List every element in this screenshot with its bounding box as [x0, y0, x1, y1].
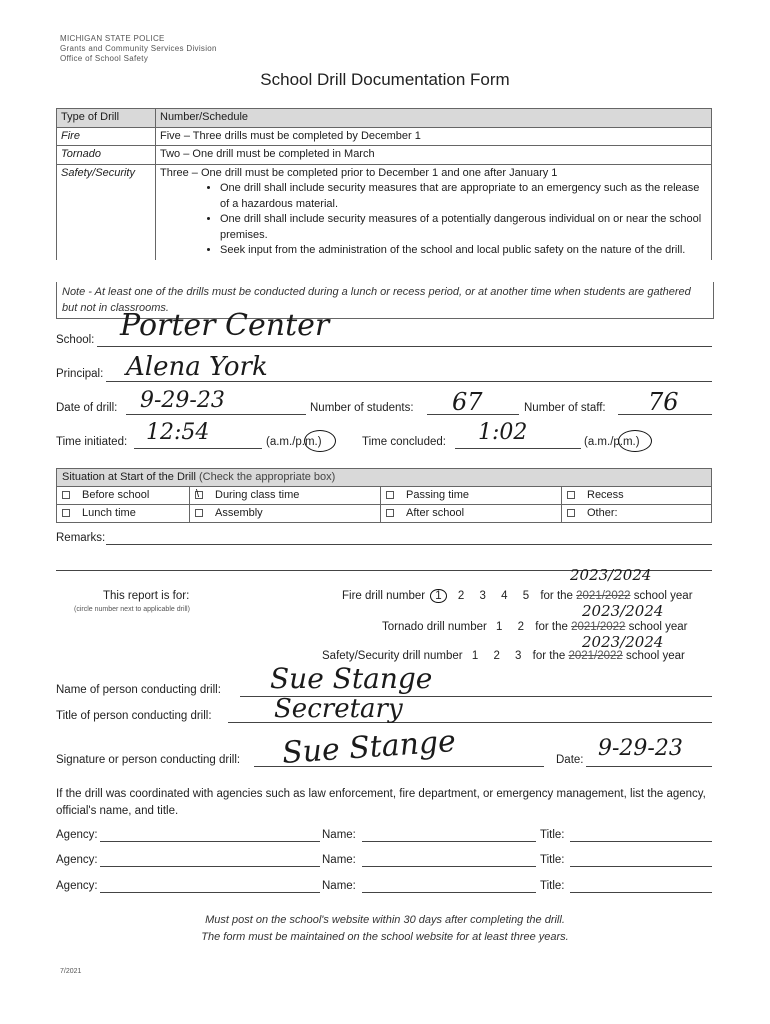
date-value[interactable]: 9-29-23	[140, 388, 225, 413]
fire-schedule: Five – Three drills must be completed by December 1	[156, 127, 712, 146]
students-value[interactable]: 67	[452, 388, 483, 416]
checkbox-checked[interactable]	[195, 491, 203, 499]
conductor-title-value[interactable]: Secretary	[274, 694, 403, 724]
sign-date-label: Date:	[556, 754, 584, 766]
checkbox[interactable]	[386, 509, 394, 517]
remarks-line[interactable]	[106, 544, 712, 545]
option-label: Assembly	[215, 507, 263, 519]
agency-label: Agency:	[56, 880, 98, 892]
ampm-concluded: (a.m./p.m.)	[584, 436, 640, 448]
date-label: Date of drill:	[56, 402, 118, 414]
safety-number[interactable]: 2	[493, 650, 500, 662]
conductor-name-value[interactable]: Sue Stange	[270, 662, 433, 695]
for-the-text: for the	[540, 590, 573, 602]
safety-number[interactable]: 3	[515, 650, 522, 662]
agency-instructions: If the drill was coordinated with agencies such as law enforcement, fire department, or emergency management, list the agency, official's name, and title.	[56, 788, 706, 817]
fire-number[interactable]: 3	[479, 590, 486, 602]
option-cell[interactable]	[190, 505, 381, 523]
safety-bullet: • One drill shall include security measures of a potentially dangerous individual on or near the school premises.	[220, 212, 707, 243]
tornado-drill-row	[382, 621, 687, 633]
fire-number-circled[interactable]: 1	[430, 589, 446, 603]
date-line	[126, 414, 306, 415]
header-line-3: Office of School Safety	[60, 54, 149, 63]
option-cell[interactable]	[57, 487, 190, 505]
agency-label: Agency:	[56, 829, 98, 841]
revision-date: 7/2021	[60, 968, 82, 975]
conductor-name-label: Name of person conducting drill:	[56, 684, 221, 696]
option-label: After school	[406, 507, 465, 519]
agency-name-line[interactable]	[362, 841, 536, 842]
option-label: Recess	[587, 489, 624, 501]
option-cell[interactable]	[57, 505, 190, 523]
agency-title-line[interactable]	[570, 841, 712, 842]
agency-name-label: Name:	[322, 829, 356, 841]
for-the-text: for the	[532, 650, 566, 662]
safety-cell	[156, 164, 712, 260]
tornado-schedule: Two – One drill must be completed in March	[156, 146, 712, 165]
checkbox[interactable]	[195, 509, 203, 517]
agency-name-line[interactable]	[362, 892, 536, 893]
checkbox[interactable]	[567, 509, 575, 517]
option-label: Lunch time	[82, 507, 136, 519]
form-title: School Drill Documentation Form	[260, 70, 510, 89]
option-cell[interactable]	[381, 505, 562, 523]
option-cell[interactable]	[381, 487, 562, 505]
school-label: School:	[56, 334, 95, 346]
printed-year-struck: 2021/2022	[571, 621, 626, 633]
option-label: Passing time	[406, 489, 469, 501]
safety-schedule: Three – One drill must be completed prior to December 1 and one after January 1	[160, 166, 558, 179]
option-cell[interactable]	[190, 487, 381, 505]
sign-date-value[interactable]: 9-29-23	[598, 736, 683, 761]
agency-title-label: Title:	[540, 854, 565, 866]
ampm-initiated: (a.m./p.m.)	[266, 436, 322, 448]
students-label: Number of students:	[310, 402, 414, 414]
situation-table	[56, 468, 712, 523]
sign-date-line	[586, 766, 712, 767]
checkbox[interactable]	[567, 491, 575, 499]
agency-input-line[interactable]	[100, 866, 320, 867]
for-the-text: for the	[535, 621, 568, 633]
signature-value[interactable]: Sue Stange	[280, 723, 457, 772]
tornado-drill-label: Tornado drill number	[382, 621, 487, 633]
col-schedule-header: Number/Schedule	[156, 109, 712, 128]
situation-header	[57, 469, 712, 487]
safety-drill-row	[322, 650, 685, 662]
option-label: Other:	[587, 507, 618, 519]
agency-name-label: Name:	[322, 880, 356, 892]
school-year-text: school year	[633, 590, 693, 602]
header-line-1: MICHIGAN STATE POLICE	[60, 34, 165, 43]
fire-number[interactable]: 4	[501, 590, 508, 602]
safety-drill-label: Safety/Security drill number	[322, 650, 463, 662]
safety-bullets	[220, 181, 707, 259]
situation-header-note: (Check the appropriate box)	[198, 471, 336, 483]
checkbox[interactable]	[386, 491, 394, 499]
header-line-2: Grants and Community Services Division	[60, 44, 217, 53]
fire-drill-row	[342, 589, 693, 603]
agency-title-label: Title:	[540, 829, 565, 841]
checkbox[interactable]	[62, 509, 70, 517]
agency-label: Agency:	[56, 854, 98, 866]
report-sublabel: (circle number next to applicable drill)	[74, 606, 190, 613]
tornado-number[interactable]: 2	[517, 621, 525, 633]
agency-input-line[interactable]	[100, 892, 320, 893]
agency-title-line[interactable]	[570, 892, 712, 893]
fire-number[interactable]: 2	[457, 590, 465, 602]
time-concluded-label: Time concluded:	[362, 436, 446, 448]
report-label: This report is for:	[103, 590, 190, 602]
remarks-label: Remarks:	[56, 532, 106, 544]
footer-line-2: The form must be maintained on the school website for at least three years.	[201, 931, 569, 943]
col-type-header: Type of Drill	[57, 109, 156, 128]
time-concluded-value[interactable]: 1:02	[478, 420, 528, 445]
school-year-text: school year	[628, 621, 688, 633]
agency-name-label: Name:	[322, 854, 356, 866]
printed-year-struck: 2021/2022	[568, 650, 623, 662]
pm-circle-mark	[304, 430, 336, 452]
option-cell[interactable]	[562, 487, 712, 505]
staff-label: Number of staff:	[524, 402, 606, 414]
checkbox[interactable]	[62, 491, 70, 499]
school-line	[97, 346, 712, 347]
tornado-number[interactable]: 1	[496, 621, 503, 633]
fire-drill-label: Fire drill number	[342, 590, 426, 602]
school-value[interactable]: Porter Center	[120, 308, 330, 343]
principal-label: Principal:	[56, 368, 104, 380]
conductor-title-label: Title of person conducting drill:	[56, 710, 212, 722]
safety-bullet: • Seek input from the administration of the school and local public safety on the nature of the drill.	[220, 243, 707, 259]
school-year-text: school year	[626, 650, 685, 662]
safety-year-handwritten: 2023/2024	[582, 633, 664, 651]
drill-requirements-table	[56, 108, 712, 260]
note-text: Note - At least one of the drills must be conducted during a lunch or recess period, or at another time when students are gathered but not in classrooms.	[56, 282, 714, 319]
agency-name-line[interactable]	[362, 866, 536, 867]
fire-number[interactable]: 5	[522, 590, 530, 602]
agency-header	[60, 34, 217, 64]
fire-type: Fire	[57, 127, 156, 146]
principal-value[interactable]: Alena York	[126, 352, 268, 382]
tornado-type: Tornado	[57, 146, 156, 165]
signature-label: Signature or person conducting drill:	[56, 754, 241, 766]
option-label: During class time	[215, 489, 300, 501]
agency-input-line[interactable]	[100, 841, 320, 842]
staff-value[interactable]: 76	[648, 388, 679, 416]
time-concluded-line	[455, 448, 581, 449]
time-initiated-label: Time initiated:	[56, 436, 128, 448]
time-initiated-value[interactable]: 12:54	[146, 420, 210, 445]
agency-title-line[interactable]	[570, 866, 712, 867]
footer-line-1: Must post on the school's website within 30 days after completing the drill.	[205, 914, 565, 926]
safety-bullet: • One drill shall include security measures that are appropriate to an emergency such as the release of a hazardous material.	[220, 181, 707, 212]
option-label: Before school	[82, 489, 150, 501]
fire-year-handwritten: 2023/2024	[570, 566, 652, 584]
situation-header-title: Situation at Start of the Drill	[62, 471, 196, 483]
safety-type: Safety/Security	[57, 164, 156, 260]
pm-circle-mark	[618, 430, 652, 452]
option-cell[interactable]	[562, 505, 712, 523]
printed-year-struck: 2021/2022	[576, 590, 631, 602]
agency-title-label: Title:	[540, 880, 565, 892]
tornado-year-handwritten: 2023/2024	[582, 602, 664, 620]
time-initiated-line	[134, 448, 262, 449]
safety-number[interactable]: 1	[471, 650, 479, 662]
